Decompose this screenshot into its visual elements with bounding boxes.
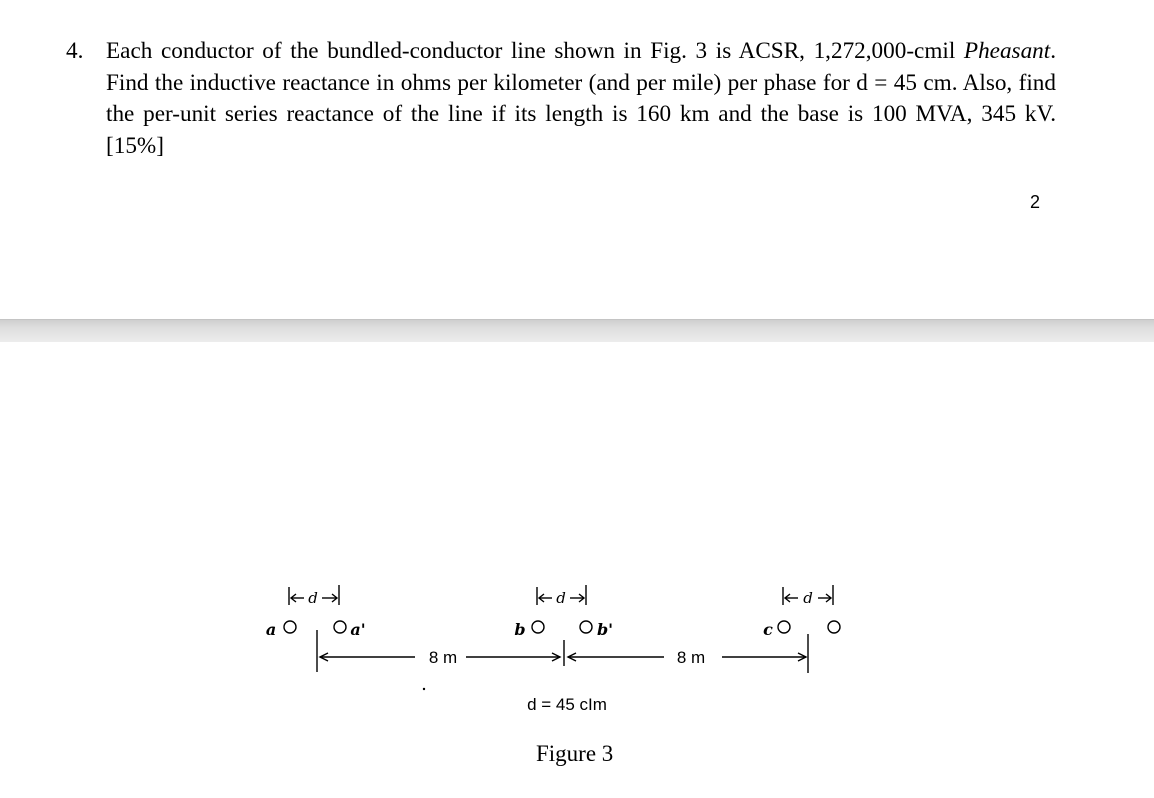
- phase-a-bundle: [266, 585, 366, 672]
- phase-b-bundle: [514, 585, 613, 666]
- conductor-label-a: a: [265, 620, 277, 639]
- conductor-c-prime-circle: [828, 621, 840, 633]
- distance-label-ab: 8 m: [428, 648, 458, 667]
- conductor-name: Pheasant: [963, 38, 1051, 64]
- problem-text-part-1: Each conductor of the bundled-conductor line shown in Fig. 3 is ACSR, 1,272,000-cmil: [106, 38, 964, 64]
- problem-text: [106, 36, 1056, 162]
- stray-dot: [423, 688, 425, 690]
- distance-dimension-bc: [568, 648, 806, 667]
- spacing-label-b: d: [556, 589, 566, 607]
- spacing-dimension-c: [783, 585, 833, 607]
- figure-3: [0, 560, 1154, 798]
- problem-text-part-2: . Find the inductive reactance in ohms per kilometer (and per mile) per phase for d = 45 cm. Also, find the per-unit series reactance of the line if its length is 160 km and the base is 100 MVA, 345 kV. [15%]: [106, 38, 1056, 159]
- page-divider: [0, 319, 1154, 342]
- conductor-label-c: c: [763, 620, 773, 639]
- conductor-label-b-prime: b': [596, 620, 614, 639]
- conductor-a-prime-circle: [334, 621, 346, 633]
- problem-number: 4.: [66, 38, 84, 64]
- distance-dimension-ab: [320, 648, 560, 667]
- conductor-c-circle: [778, 621, 790, 633]
- figure-caption: Figure 3: [536, 741, 614, 766]
- conductor-a-circle: [284, 621, 296, 633]
- spacing-dimension-a: [289, 585, 339, 607]
- conductor-b-circle: [532, 621, 544, 633]
- page-number: 2: [1030, 192, 1041, 212]
- spacing-dimension-b: [537, 585, 586, 607]
- conductor-label-b: b: [514, 620, 526, 639]
- distance-label-bc: 8 m: [676, 648, 706, 667]
- problem-4: [66, 36, 1056, 162]
- conductor-label-a-prime: a': [350, 620, 366, 639]
- spacing-label-a: d: [308, 589, 318, 607]
- spacing-note: d = 45 cIm: [527, 695, 607, 714]
- conductor-b-prime-circle: [580, 621, 592, 633]
- spacing-label-c: d: [803, 589, 813, 607]
